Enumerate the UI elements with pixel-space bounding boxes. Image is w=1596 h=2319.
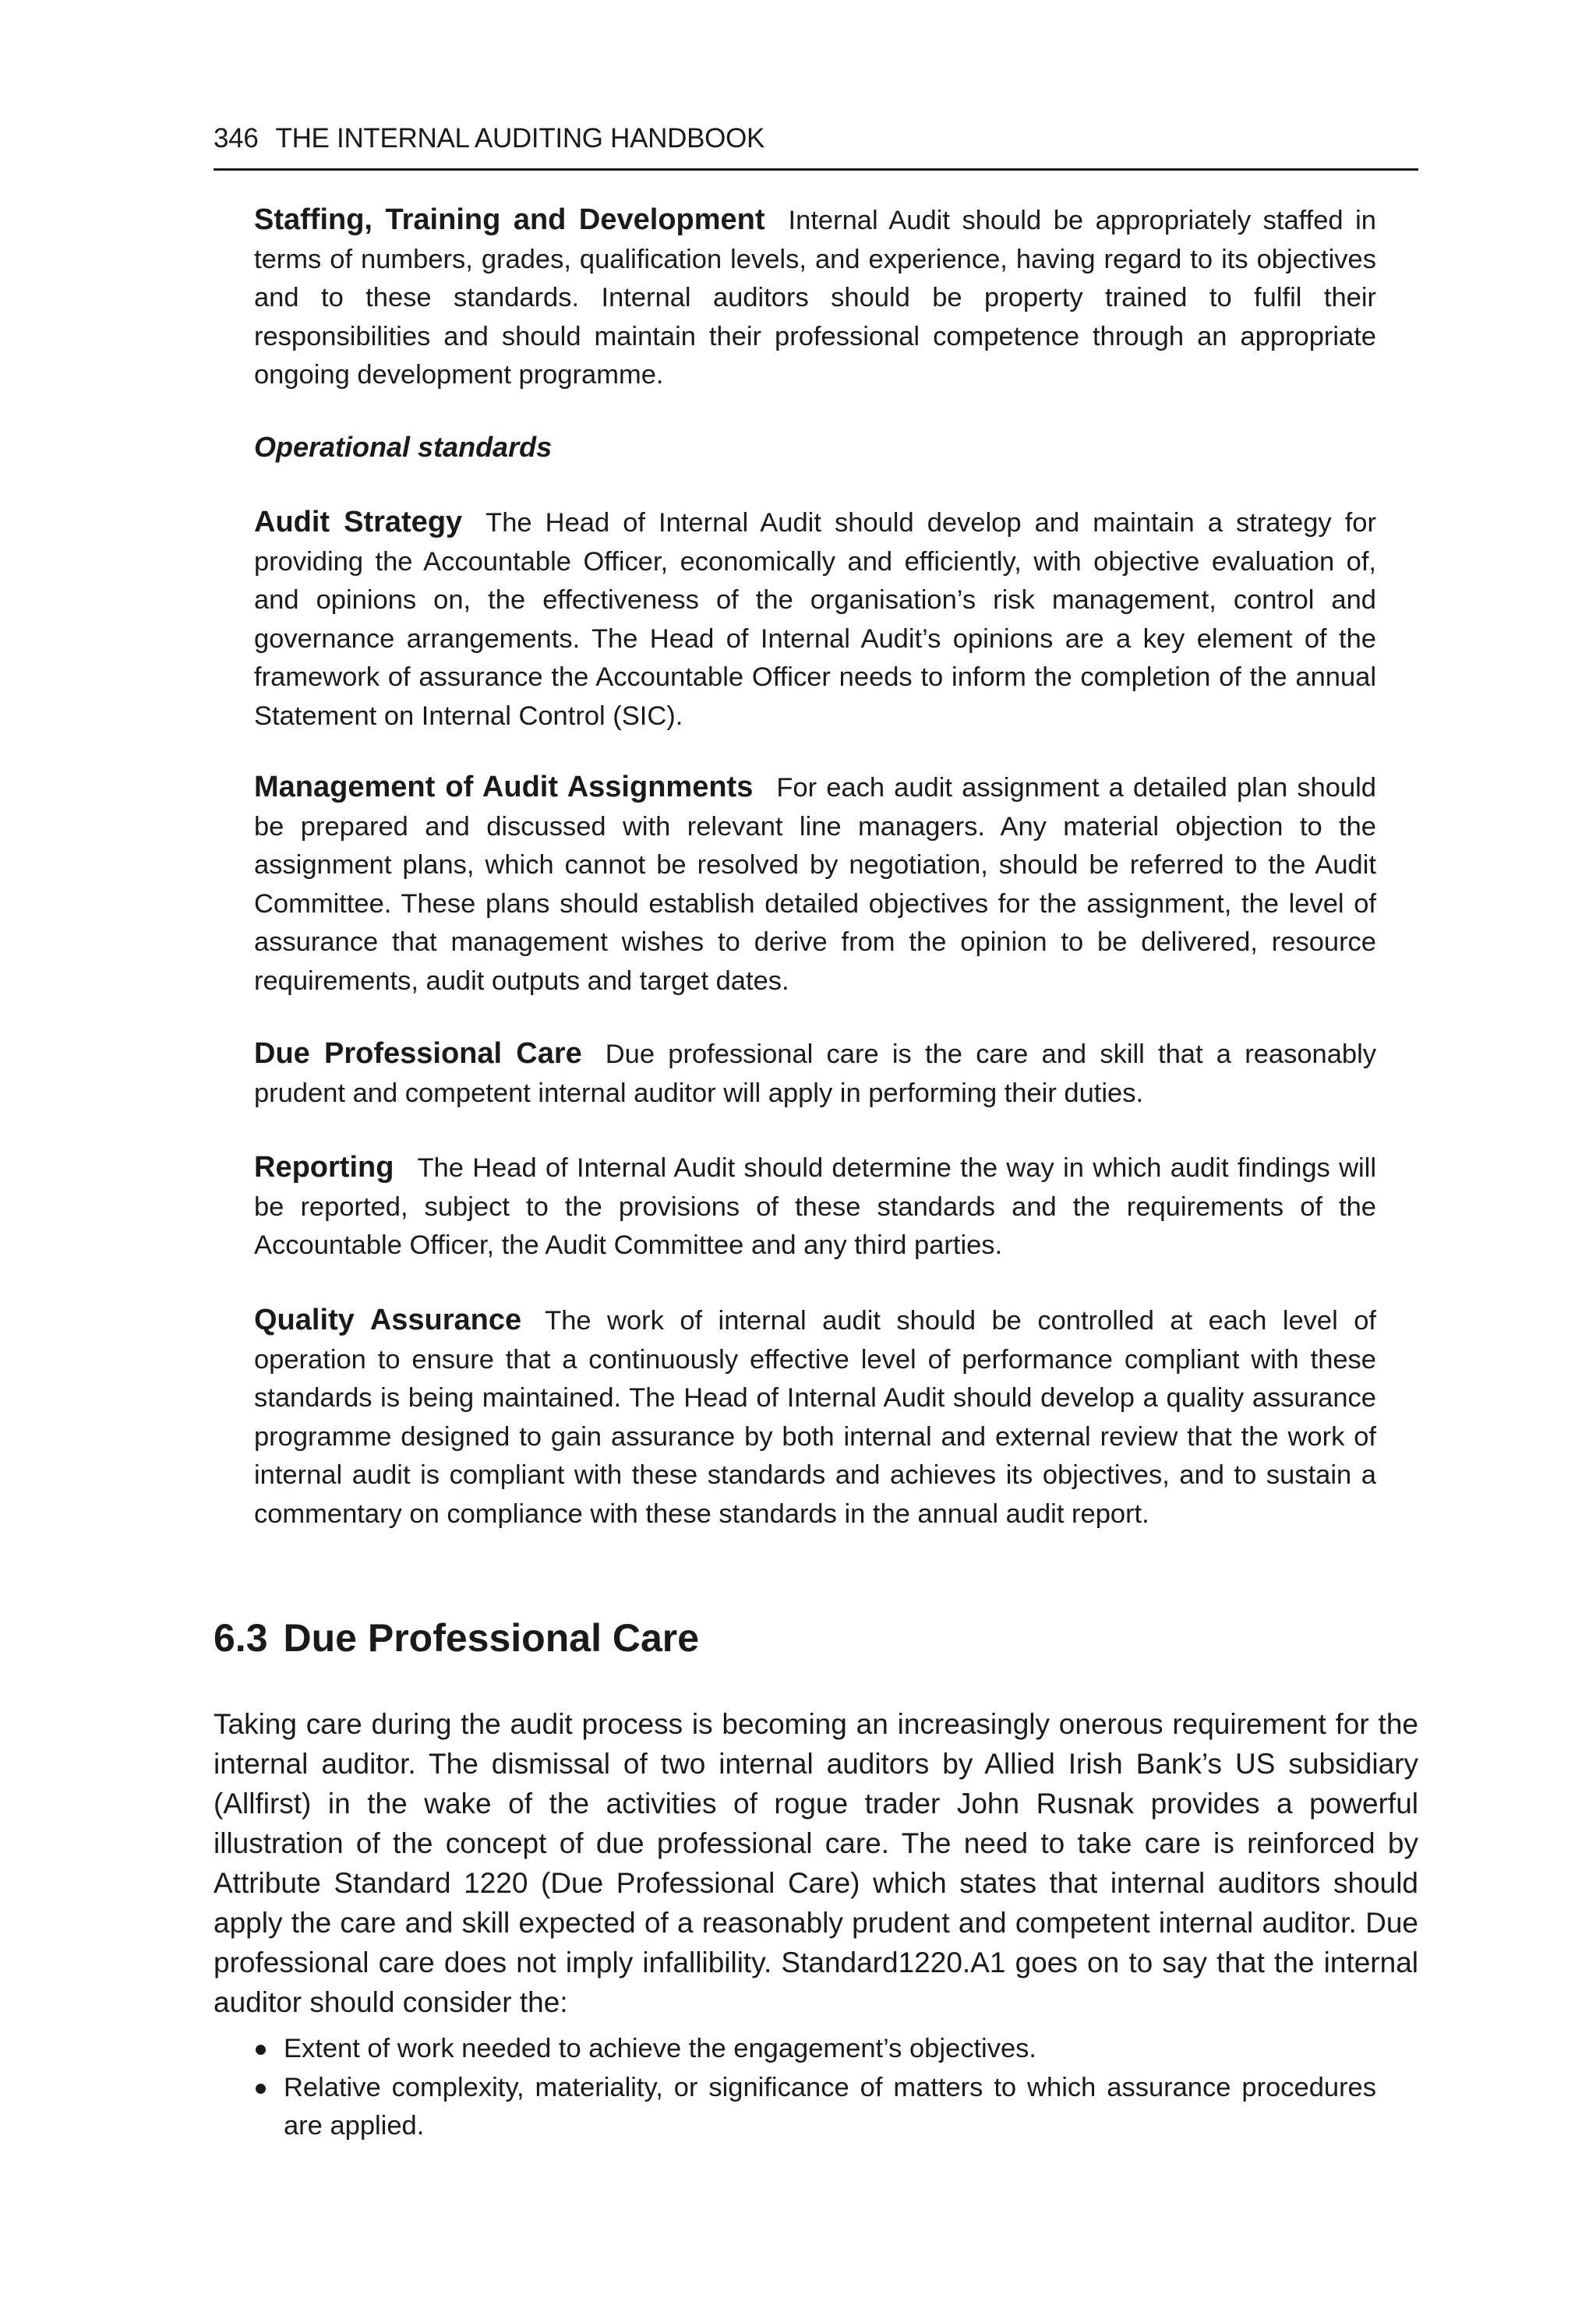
book-title: THE INTERNAL AUDITING HANDBOOK <box>275 123 765 154</box>
standard-term: Reporting <box>254 1151 394 1184</box>
standard-text: Internal Audit should be appropriately staffed in terms of numbers, grades, qualification levels, and experience, having regard to its objectives and to these standards. Internal auditors should be property trained to fulfil their responsibilities and should maintain their professional competence through an appropriate ongoing development programme. <box>254 206 1376 390</box>
section-heading <box>214 1611 1418 1664</box>
standard-due-professional-care <box>254 1035 1376 1113</box>
standard-text: The Head of Internal Audit should develop and maintain a strategy for providing the Accountable Officer, economically and efficiently, with objective evaluation of, and opinions on, the effectiveness of the organisation’s risk management, control and governance arrangements. The Head of Internal Audit’s opinions are a key element of the framework of assurance the Accountable Officer needs to inform the completion of the annual Statement on Internal Control (SIC). <box>254 508 1376 731</box>
list-item <box>254 2030 1376 2069</box>
standard-quality-assurance <box>254 1301 1376 1534</box>
list-item-text: Relative complexity, materiality, or significance of matters to which assurance procedures are applied. <box>284 2072 1376 2141</box>
standard-text: The Head of Internal Audit should determine the way in which audit findings will be reported, subject to the provisions of these standards and the requirements of the Accountable Officer, the Audit Committee and any third parties. <box>254 1153 1376 1260</box>
standard-term: Quality Assurance <box>254 1304 522 1336</box>
standard-term: Staffing, Training and Development <box>254 203 765 236</box>
consideration-list <box>254 2030 1376 2146</box>
standard-term: Due Professional Care <box>254 1037 582 1070</box>
standard-reporting <box>254 1149 1376 1265</box>
standard-text: The work of internal audit should be controlled at each level of operation to ensure that a continuously effective level of performance compliant with these standards is being maintained. The Head of Internal Audit should develop a quality assurance programme designed to gain assurance by both internal and external review that the work of internal audit is compliant with these standards and achieves its objectives, and to sustain a commentary on compliance with these standards in the annual audit report. <box>254 1306 1376 1529</box>
list-item-text: Extent of work needed to achieve the engagement’s objectives. <box>284 2034 1036 2063</box>
standard-term: Management of Audit Assignments <box>254 771 754 803</box>
section-title: Due Professional Care <box>283 1616 700 1660</box>
standard-audit-strategy <box>254 503 1376 736</box>
standard-audit-assignments <box>254 768 1376 1001</box>
list-item <box>254 2069 1376 2146</box>
section-number: 6.3 <box>214 1616 268 1660</box>
standard-text: For each audit assignment a detailed plan should be prepared and discussed with relevant line managers. Any material objection to the assignment plans, which cannot be resolved by negotiation, should be referred to the Audit Committee. These plans should establish detailed objectives for the assignment, the level of assurance that management wishes to derive from the opinion to be delivered, resource requirements, audit outputs and target dates. <box>254 773 1376 996</box>
standard-term: Audit Strategy <box>254 506 463 538</box>
operational-standards-heading: Operational standards <box>254 431 553 463</box>
standard-staffing <box>254 201 1376 395</box>
bullet-icon <box>256 2045 266 2055</box>
bullet-icon <box>256 2084 266 2094</box>
page-number: 346 <box>214 123 259 154</box>
section-paragraph: Taking care during the audit process is becoming an increasingly onerous requirement for the internal auditor. The dismissal of two internal auditors by Allied Irish Bank’s US subsidiary (Allfirst) in the wake of the activities of rogue trader John Rusnak provides a powerful illustration of the concept of due professional care. The need to take care is reinforced by Attribute Standard 1220 (Due Professional Care) which states that internal auditors should apply the care and skill expected of a reasonably prudent and competent internal auditor. Due professional care does not imply infallibility. Standard1220.A1 goes on to say that the internal auditor should consider the: <box>214 1708 1418 2018</box>
running-head <box>214 120 1418 171</box>
standard-text: Due professional care is the care and skill that a reasonably prudent and competent internal auditor will apply in performing their duties. <box>254 1039 1376 1108</box>
